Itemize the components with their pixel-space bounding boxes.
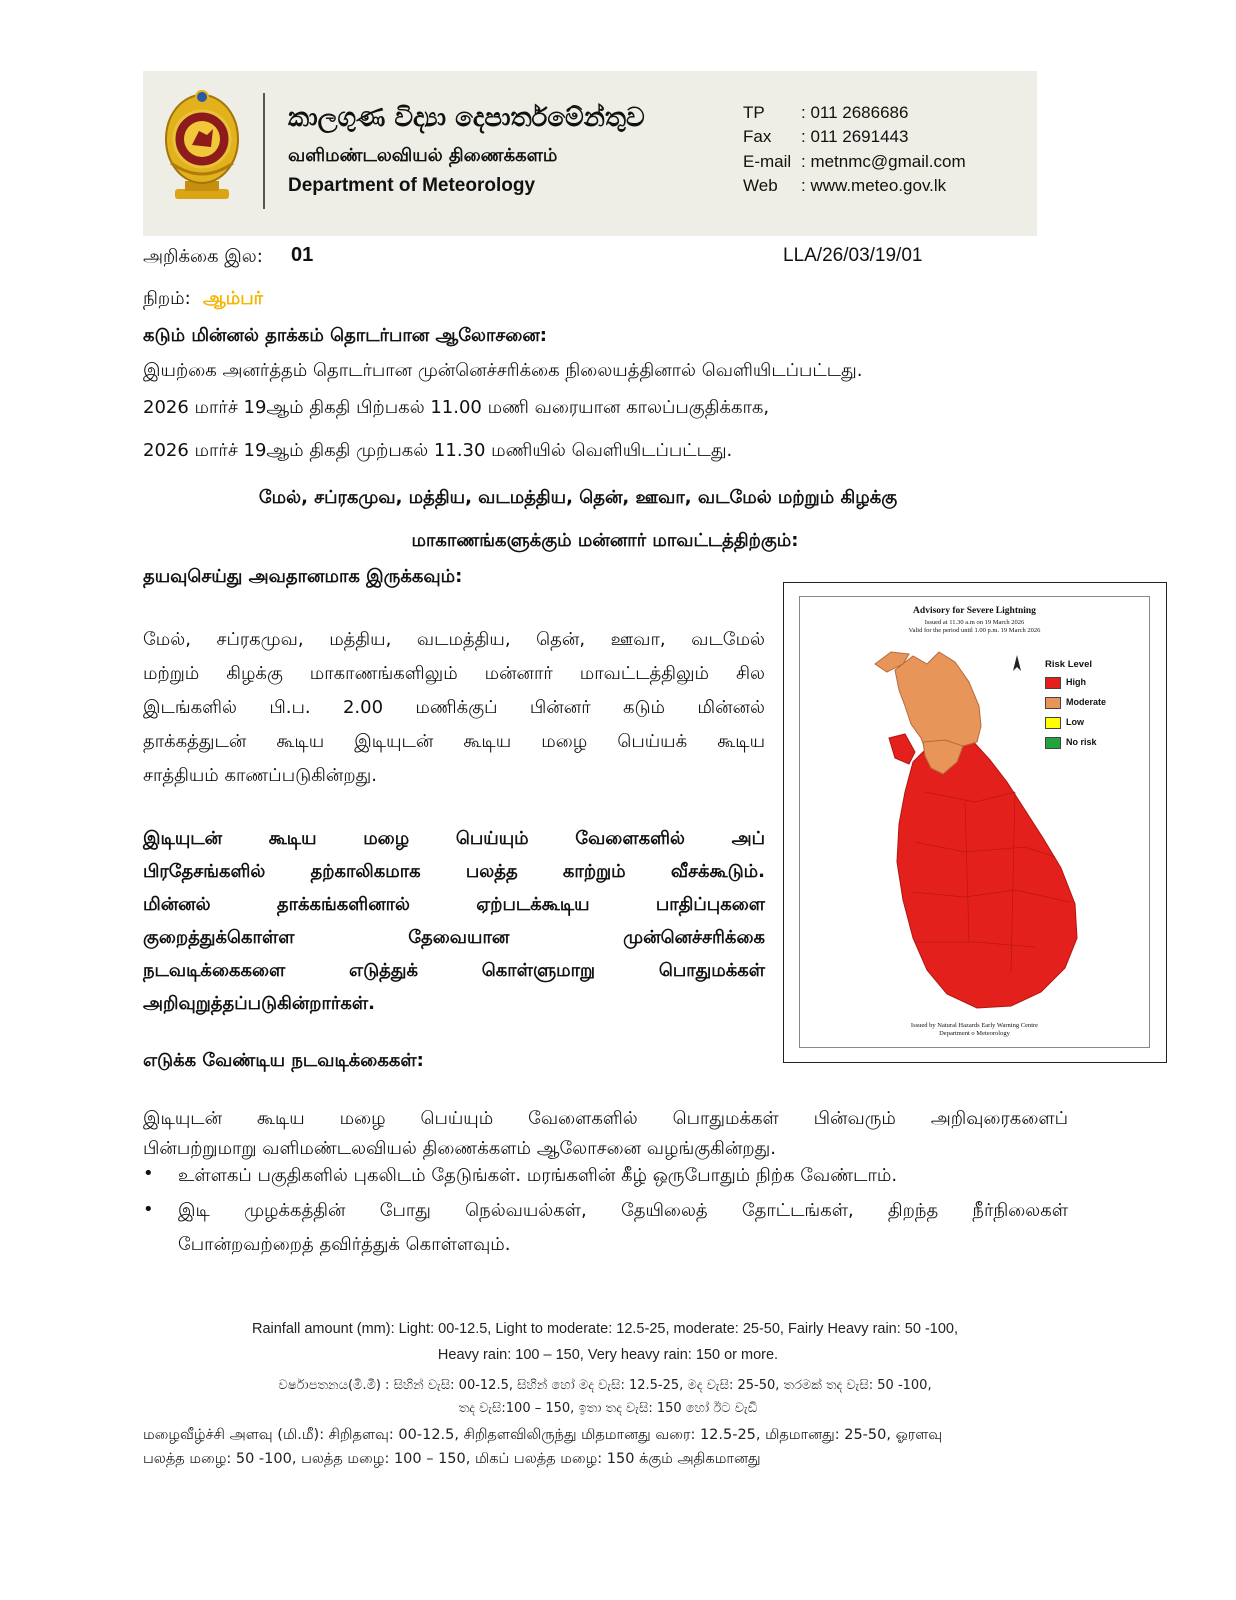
paragraph-line: குறைத்துக்கொள்ள தேவையான முன்னெச்சரிக்கை bbox=[143, 927, 765, 948]
be-alert-heading: தயவுசெய்து அவதானமாக இருக்கவும்: bbox=[143, 566, 463, 587]
bullet-icon: • bbox=[143, 1199, 154, 1220]
paragraph-line: இடியுடன் கூடிய மழை பெய்யும் வேளைகளில் அப் bbox=[143, 828, 765, 849]
bullet-item-shelter: உள்ளகப் பகுதிகளில் புகலிடம் தேடுங்கள். மரங்களின் கீழ் ஒருபோதும் நிற்க வேண்டாம். bbox=[178, 1165, 898, 1186]
title-sinhala: කාලගුණ විද්‍යා දෙපාර්තමේන්තුව bbox=[288, 103, 645, 133]
paragraph-line: மேல், சப்ரகமுவ, மத்திய, வடமத்திய, தென், ஊவா, வடமேல் bbox=[143, 629, 765, 650]
warning-paragraph bbox=[143, 822, 765, 1020]
title-english: Department of Meteorology bbox=[288, 175, 536, 196]
paragraph-line: அறிவுறுத்தப்படுகின்றார்கள். bbox=[143, 993, 375, 1014]
contact-label-tp: TP bbox=[743, 103, 765, 122]
contact-label-email: E-mail bbox=[743, 152, 792, 171]
legend-label-high: High bbox=[1066, 677, 1086, 687]
map-footer-department: Department o Meteorology bbox=[939, 1030, 1010, 1037]
contact-value-tp: : 011 2686686 bbox=[801, 103, 909, 122]
footer-english-line-2: Heavy rain: 100 – 150, Very heavy rain: 150 or more. bbox=[437, 1347, 779, 1363]
sri-lanka-emblem-icon bbox=[161, 89, 243, 207]
paragraph-line: நடவடிக்கைகளை எடுத்துக் கொள்ளுமாறு பொதுமக்கள் bbox=[143, 960, 765, 981]
footer-tamil-line-2: பலத்த மழை: 50 -100, பலத்த மழை: 100 – 150, மிகப் பலத்த மழை: 150 க்கும் அதிகமானது bbox=[143, 1451, 761, 1467]
legend-swatch-no-risk bbox=[1045, 737, 1061, 749]
legend-swatch-low bbox=[1045, 717, 1061, 729]
north-arrow-icon bbox=[1012, 655, 1022, 673]
legend-label-no-risk: No risk bbox=[1066, 737, 1097, 747]
actions-heading: எடுக்க வேண்டிய நடவடிக்கைகள்: bbox=[143, 1050, 424, 1071]
footer-sinhala-line-1: වර්ෂාපතනය(මි.මී) : සිහින් වැසි: 00-12.5, සිහින් හෝ මද වැසි: 12.5-25, මද වැසි: 25-50, තරමක් තද වැසි: 50 -100, bbox=[278, 1378, 932, 1393]
footer-tamil-line-1: மழைவீழ்ச்சி அளவு (மி.மீ): சிறிதளவு: 00-12.5, சிறிதளவிலிருந்து மிதமானது வரை: 12.5-25, மிதமானது: 25-50, ஓரளவு bbox=[143, 1427, 943, 1443]
map-title: Advisory for Severe Lightning bbox=[913, 606, 1036, 616]
contact-value-fax: : 011 2691443 bbox=[801, 127, 909, 146]
legend-label-moderate: Moderate bbox=[1066, 697, 1107, 707]
advice-paragraph bbox=[143, 1104, 1068, 1164]
contact-label-web: Web bbox=[743, 176, 778, 195]
footer-english-line-1: Rainfall amount (mm): Light: 00-12.5, Light to moderate: 12.5-25, moderate: 25-50, Fairly Heavy rain: 50 -100, bbox=[251, 1321, 959, 1337]
regions-line-1: மேல், சப்ரகமுவ, மத்திய, வடமத்திய, தென், ஊவா, வடமேல் மற்றும் கிழக்கு bbox=[258, 487, 898, 508]
paragraph-line: சாத்தியம் காணப்படுகின்றது. bbox=[143, 765, 377, 786]
footer-sinhala-line-2: තද වැසි:100 – 150, ඉතා තද වැසි: 150 හෝ ඊට වැඩි bbox=[458, 1401, 758, 1416]
notice-number-value: 01 bbox=[291, 244, 314, 266]
header-divider bbox=[263, 93, 265, 209]
contact-value-web[interactable]: : www.meteo.gov.lk bbox=[801, 176, 947, 195]
advisory-title: கடும் மின்னல் தாக்கம் தொடர்பான ஆலோசனை: bbox=[143, 325, 548, 346]
map-issued: Issued at 11.30 a.m on 19 March 2026 bbox=[924, 619, 1025, 626]
color-label: நிறம்: bbox=[143, 288, 191, 309]
legend-swatch-moderate bbox=[1045, 697, 1061, 709]
legend-title: Risk Level bbox=[1045, 659, 1092, 670]
paragraph-line: தாக்கத்துடன் கூடிய இடியுடன் கூடிய மழை பெய்யக் கூடிய bbox=[143, 731, 765, 752]
paragraph-line: மின்னல் தாக்கங்களினால் ஏற்படக்கூடிய பாதிப்புகளை bbox=[143, 894, 765, 915]
title-tamil: வளிமண்டலவியல் திணைக்களம் bbox=[288, 145, 558, 166]
notice-reference: LLA/26/03/19/01 bbox=[783, 245, 923, 266]
bullet-line: போன்றவற்றைத் தவிர்த்துக் கொள்ளவும். bbox=[178, 1234, 511, 1255]
paragraph-line: மற்றும் கிழக்கு மாகாணங்களிலும் மன்னார் மாவட்டத்திலும் சில bbox=[143, 663, 765, 684]
paragraph-line: இடங்களில் பி.ப. 2.00 மணிக்குப் பின்னர் கடும் மின்னல் bbox=[143, 697, 765, 718]
lightning-advisory-map bbox=[783, 582, 1167, 1063]
legend-swatch-high bbox=[1045, 677, 1061, 689]
notice-number-label: அறிக்கை இல: bbox=[143, 246, 263, 267]
paragraph-line: இடியுடன் கூடிய மழை பெய்யும் வேளைகளில் பொதுமக்கள் பின்வரும் அறிவுரைகளைப் bbox=[143, 1108, 1068, 1129]
bullet-icon: • bbox=[143, 1163, 154, 1184]
forecast-paragraph bbox=[143, 623, 765, 793]
paragraph-line: பின்பற்றுமாறு வளிமண்டலவியல் திணைக்களம் ஆலோசனை வழங்குகின்றது. bbox=[143, 1138, 776, 1159]
bullet-item-avoid bbox=[178, 1200, 1068, 1257]
legend-label-low: Low bbox=[1066, 717, 1084, 727]
contact-label-fax: Fax bbox=[743, 127, 772, 146]
issued-at-text: 2026 மார்ச் 19ஆம் திகதி முற்பகல் 11.30 மணியில் வெளியிடப்பட்டது. bbox=[143, 440, 733, 461]
color-value: ஆம்பர் bbox=[203, 288, 264, 309]
map-valid: Valid for the period until 1.00 p.m. 19 March 2026 bbox=[908, 627, 1041, 634]
letterhead bbox=[143, 71, 1037, 236]
valid-until-text: 2026 மார்ச் 19ஆம் திகதி பிற்பகல் 11.00 மணி வரையான காலப்பகுதிக்காக, bbox=[143, 397, 770, 418]
bullet-line: இடி முழக்கத்தின் போது நெல்வயல்கள், தேயிலைத் தோட்டங்கள், திறந்த நீர்நிலைகள் bbox=[178, 1200, 1068, 1221]
issued-by-text: இயற்கை அனர்த்தம் தொடர்பான முன்னெச்சரிக்கை நிலையத்தினால் வெளியிடப்பட்டது. bbox=[143, 360, 863, 381]
contact-value-email[interactable]: : metnmc@gmail.com bbox=[801, 152, 966, 171]
regions-line-2: மாகாணங்களுக்கும் மன்னார் மாவட்டத்திற்கும்: bbox=[411, 530, 799, 551]
map-footer-issuer: Issued by Natural Hazards Early Warning Centre bbox=[910, 1022, 1039, 1029]
paragraph-line: பிரதேசங்களில் தற்காலிகமாக பலத்த காற்றும் வீசக்கூடும். bbox=[143, 861, 765, 882]
